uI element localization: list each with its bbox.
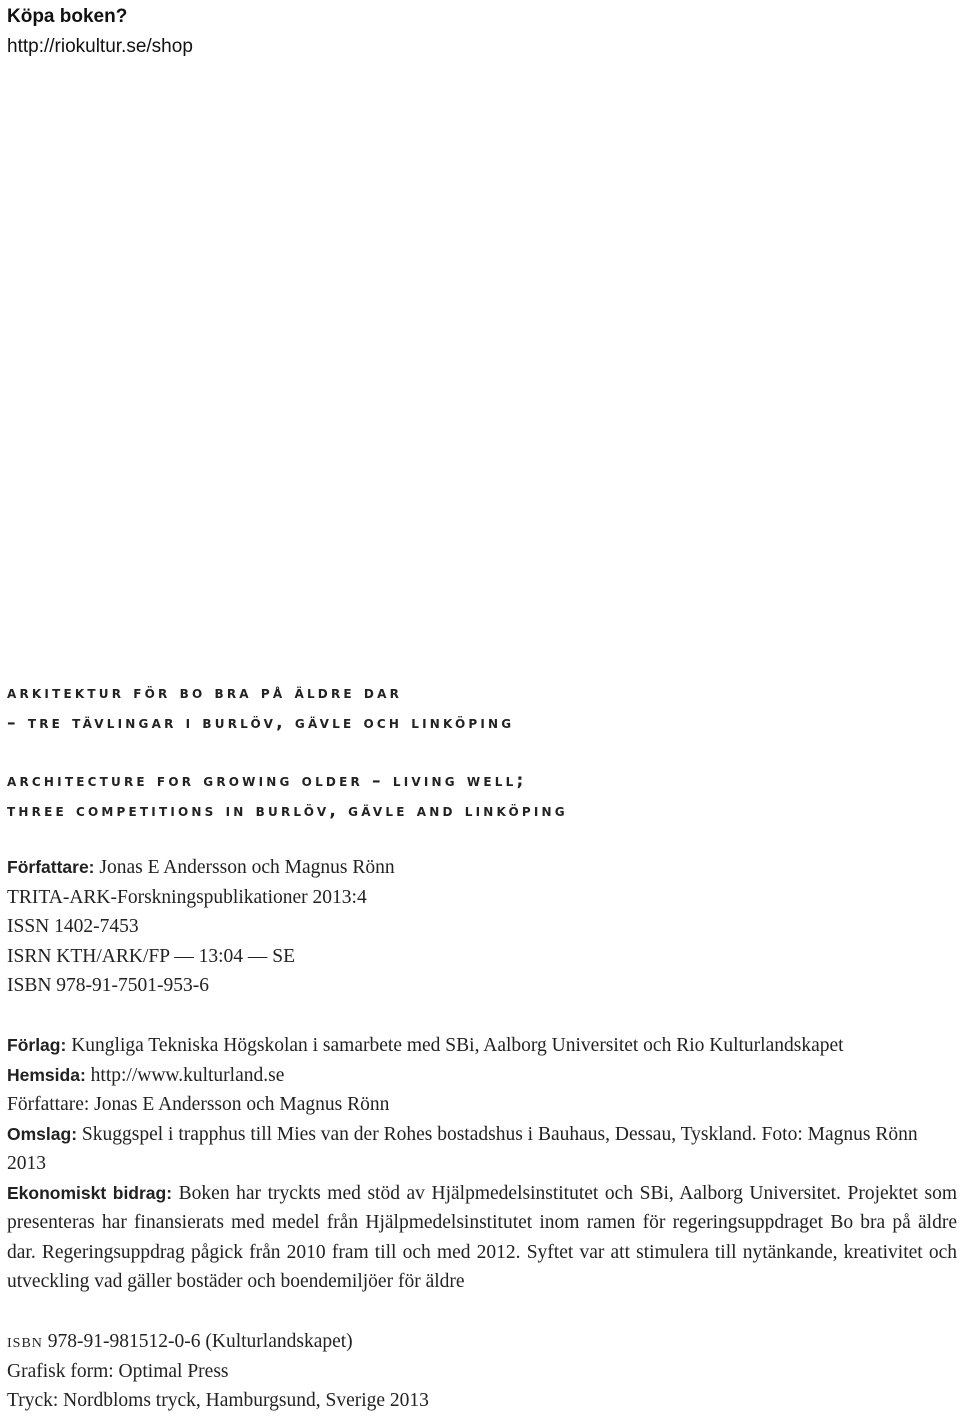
publisher-value: Kungliga Tekniska Högskolan i samarbete med SBi, Aalborg Universitet och Rio Kulturlandskapet xyxy=(71,1035,844,1056)
author-line xyxy=(7,853,957,883)
cover-label: Omslag: xyxy=(7,1123,78,1144)
book-titles xyxy=(7,678,947,826)
isbn2-prefix: isbn xyxy=(7,1331,43,1352)
funding-value: Boken har tryckts med stöd av Hjälpmedelsinstitutet och SBi, Aalborg Universitet. Projektet som presenteras har finansierats med medel från Hjälpmedelsinstitutet inom ramen för regeringsuppdraget Bo bra på äldre dar. Regeringsuppdrag pågick från 2010 fram till och med 2012. Syftet var att stimulera till nytänkande, kreativitet och utveckling vad gäller bostäder och boendemiljöer för äldre xyxy=(7,1182,958,1292)
homepage-label: Hemsida: xyxy=(7,1064,86,1085)
author-label: Författare: xyxy=(7,857,95,877)
funding-paragraph xyxy=(7,1179,957,1297)
isbn2-value: 978-91-981512-0-6 (Kulturlandskapet) xyxy=(47,1331,353,1352)
homepage-link[interactable]: http://www.kulturland.se xyxy=(90,1064,285,1086)
funding-label: Ekonomiskt bidrag: xyxy=(7,1182,173,1203)
english-title-line-2: three competitions in burlöv, gävle and linköping xyxy=(7,801,568,821)
issn-line: ISSN 1402-7453 xyxy=(7,916,139,937)
publication-info xyxy=(7,1031,957,1297)
colophon xyxy=(7,1327,957,1416)
swedish-title-line-2: – tre tävlingar i burlöv, gävle och linköping xyxy=(7,713,515,733)
print-line: Tryck: Nordbloms tryck, Hamburgsund, Sverige 2013 xyxy=(7,1390,429,1411)
cover-value: Skuggspel i trapphus till Mies van der Rohes bostadshus i Bauhaus, Dessau, Tyskland. Foto: Magnus Rönn xyxy=(81,1123,918,1145)
isrn-line: ISRN KTH/ARK/FP — 13:04 — SE xyxy=(7,945,296,967)
bibliographic-meta xyxy=(7,853,957,1001)
homepage-line xyxy=(7,1061,957,1091)
publisher-label: Förlag: xyxy=(7,1035,67,1055)
isbn2-line xyxy=(7,1327,957,1357)
isbn-line: ISBN 978-91-7501-953-6 xyxy=(7,975,210,996)
author-value: Jonas E Andersson och Magnus Rönn xyxy=(99,857,395,878)
shop-link[interactable]: http://riokultur.se/shop xyxy=(7,36,193,57)
purchase-info xyxy=(7,2,193,62)
swedish-title-line-1: arkitektur för bo bra på äldre dar xyxy=(7,683,403,703)
design-line: Grafisk form: Optimal Press xyxy=(7,1360,229,1382)
buy-label: Köpa boken? xyxy=(7,6,128,27)
english-title-line-1: architecture for growing older – living well; xyxy=(7,771,527,791)
cover-paragraph xyxy=(7,1120,957,1150)
cover-year: 2013 xyxy=(7,1153,46,1174)
publisher-line xyxy=(7,1031,957,1061)
authors-line: Författare: Jonas E Andersson och Magnus Rönn xyxy=(7,1094,390,1115)
series-line: TRITA-ARK-Forskningspublikationer 2013:4 xyxy=(7,886,367,908)
